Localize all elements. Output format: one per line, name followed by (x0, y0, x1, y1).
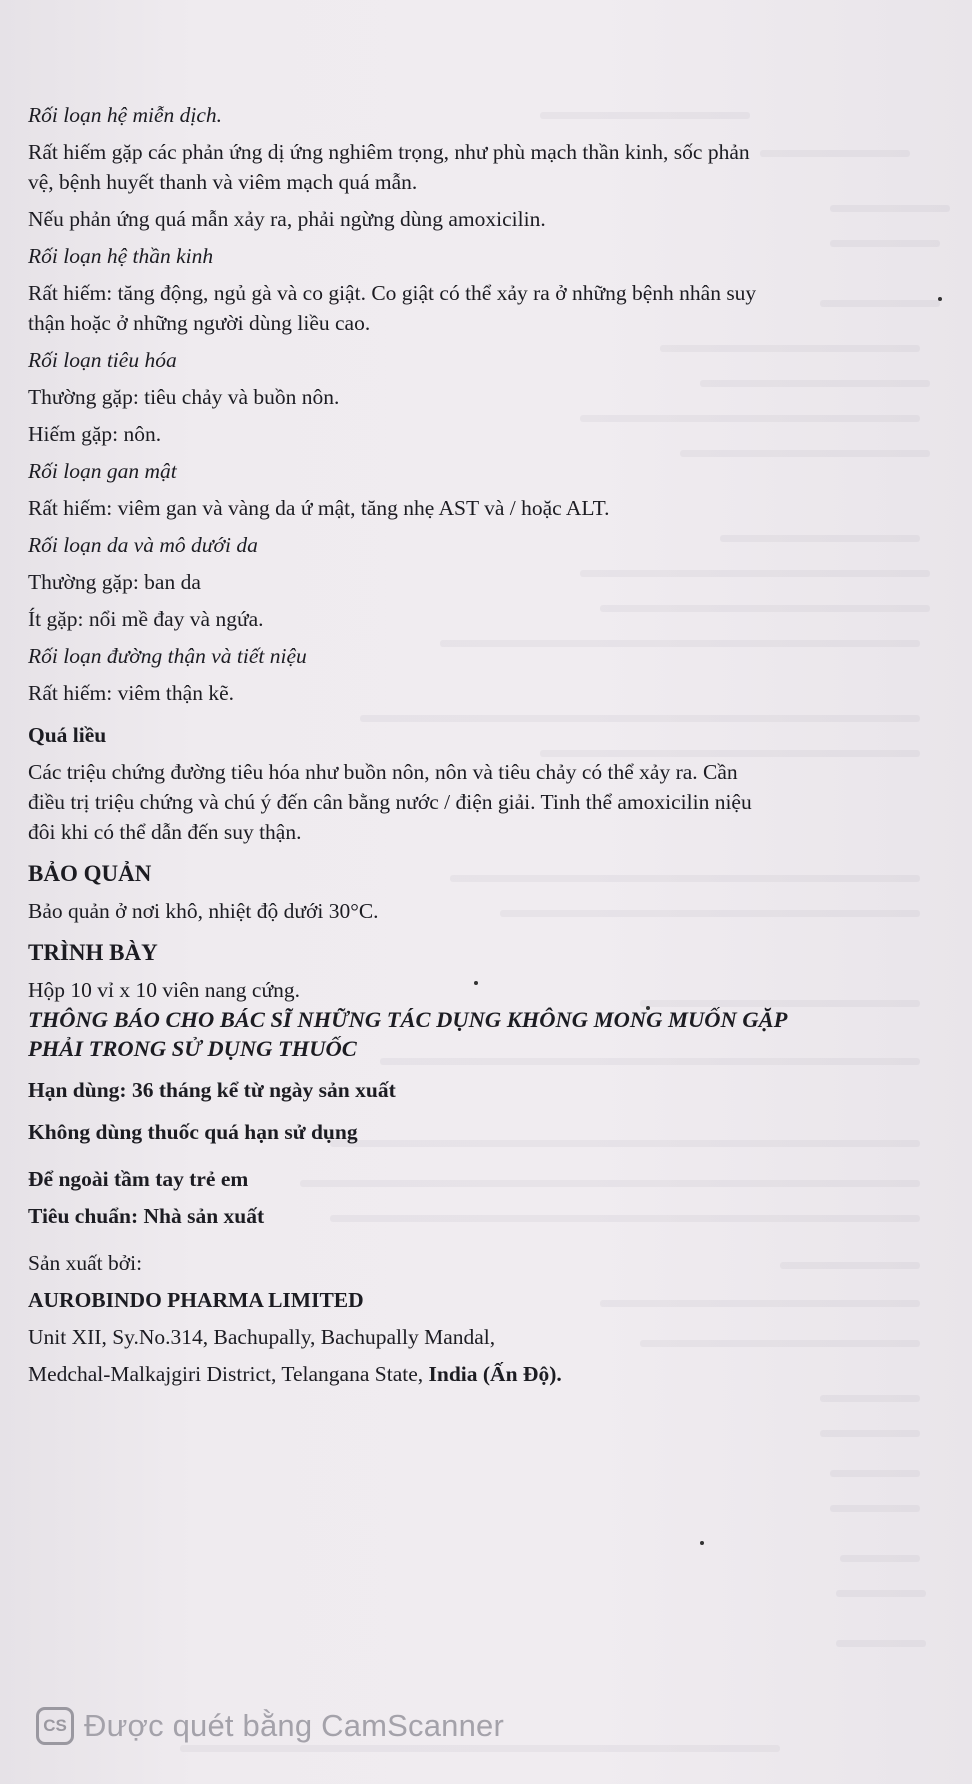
liver-text: Rất hiếm: viêm gan và vàng da ứ mật, tăng nhẹ AST và / hoặc ALT. (28, 496, 610, 520)
overdose-text-line: đôi khi có thể dẫn đến suy thận. (28, 820, 302, 844)
immune-text-line: vệ, bệnh huyết thanh và viêm mạch quá mẫn. (28, 170, 418, 194)
manufacturer-name: AUROBINDO PHARMA LIMITED (28, 1288, 364, 1312)
skin-disorders-heading: Rối loạn da và mô dưới da (28, 533, 258, 557)
digestive-disorders-heading: Rối loạn tiêu hóa (28, 348, 177, 372)
storage-heading: BẢO QUẢN (28, 861, 152, 886)
speck (700, 1541, 704, 1545)
immune-hypersensitivity-text: Nếu phản ứng quá mẫn xảy ra, phải ngừng dùng amoxicilin. (28, 207, 546, 231)
address-country: India (Ấn Độ). (428, 1362, 562, 1386)
manufacturer-address-line (28, 1359, 948, 1389)
camscanner-watermark-text: Được quét bằng CamScanner (84, 1708, 505, 1743)
overdose-text-line: Các triệu chứng đường tiêu hóa như buồn nôn, nôn và tiêu chảy có thể xảy ra. Cần (28, 760, 738, 784)
overdose-text-line: điều trị triệu chứng và chú ý đến cân bằng nước / điện giải. Tinh thể amoxicilin niệu (28, 790, 752, 814)
adverse-effects-notice-line: PHẢI TRONG SỬ DỤNG THUỐC (28, 1036, 357, 1061)
storage-text: Bảo quản ở nơi khô, nhiệt độ dưới 30°C. (28, 899, 379, 923)
presentation-heading: TRÌNH BÀY (28, 940, 158, 965)
digestive-rare-text: Hiếm gặp: nôn. (28, 422, 162, 446)
immune-text-line: Rất hiếm gặp các phản ứng dị ứng nghiêm trọng, như phù mạch thần kinh, sốc phản (28, 140, 750, 164)
kidney-disorders-heading: Rối loạn đường thận và tiết niệu (28, 644, 307, 668)
nervous-text-line: Rất hiếm: tăng động, ngủ gà và co giật. Co giật có thể xảy ra ở những bệnh nhân suy (28, 281, 757, 305)
camscanner-watermark (36, 1707, 504, 1745)
nervous-disorders-heading: Rối loạn hệ thần kinh (28, 244, 214, 268)
kidney-text: Rất hiếm: viêm thận kẽ. (28, 681, 234, 705)
overdose-heading: Quá liều (28, 723, 107, 747)
no-expired-use-text: Không dùng thuốc quá hạn sử dụng (28, 1120, 358, 1144)
standard-text: Tiêu chuẩn: Nhà sản xuất (28, 1204, 265, 1228)
keep-away-children-text: Để ngoài tầm tay trẻ em (28, 1167, 249, 1191)
nervous-text-line: thận hoặc ở những người dùng liều cao. (28, 311, 371, 335)
immune-disorders-heading: Rối loạn hệ miễn dịch. (28, 103, 223, 127)
camscanner-logo-icon: CS (36, 1707, 74, 1745)
digestive-common-text: Thường gặp: tiêu chảy và buồn nôn. (28, 385, 340, 409)
address-prefix: Medchal-Malkajgiri District, Telangana State, (28, 1362, 429, 1386)
manufactured-by-label: Sản xuất bởi: (28, 1251, 143, 1275)
liver-disorders-heading: Rối loạn gan mật (28, 459, 177, 483)
document-body (28, 100, 948, 1389)
adverse-effects-notice-line: THÔNG BÁO CHO BÁC SĨ NHỮNG TÁC DỤNG KHÔNG MONG MUỐN GẶP (28, 1007, 788, 1032)
skin-common-text: Thường gặp: ban da (28, 570, 201, 594)
shelf-life-text: Hạn dùng: 36 tháng kể từ ngày sản xuất (28, 1078, 396, 1102)
skin-uncommon-text: Ít gặp: nổi mề đay và ngứa. (28, 607, 264, 631)
manufacturer-address-line: Unit XII, Sy.No.314, Bachupally, Bachupally Mandal, (28, 1325, 496, 1349)
presentation-text: Hộp 10 vỉ x 10 viên nang cứng. (28, 978, 301, 1002)
